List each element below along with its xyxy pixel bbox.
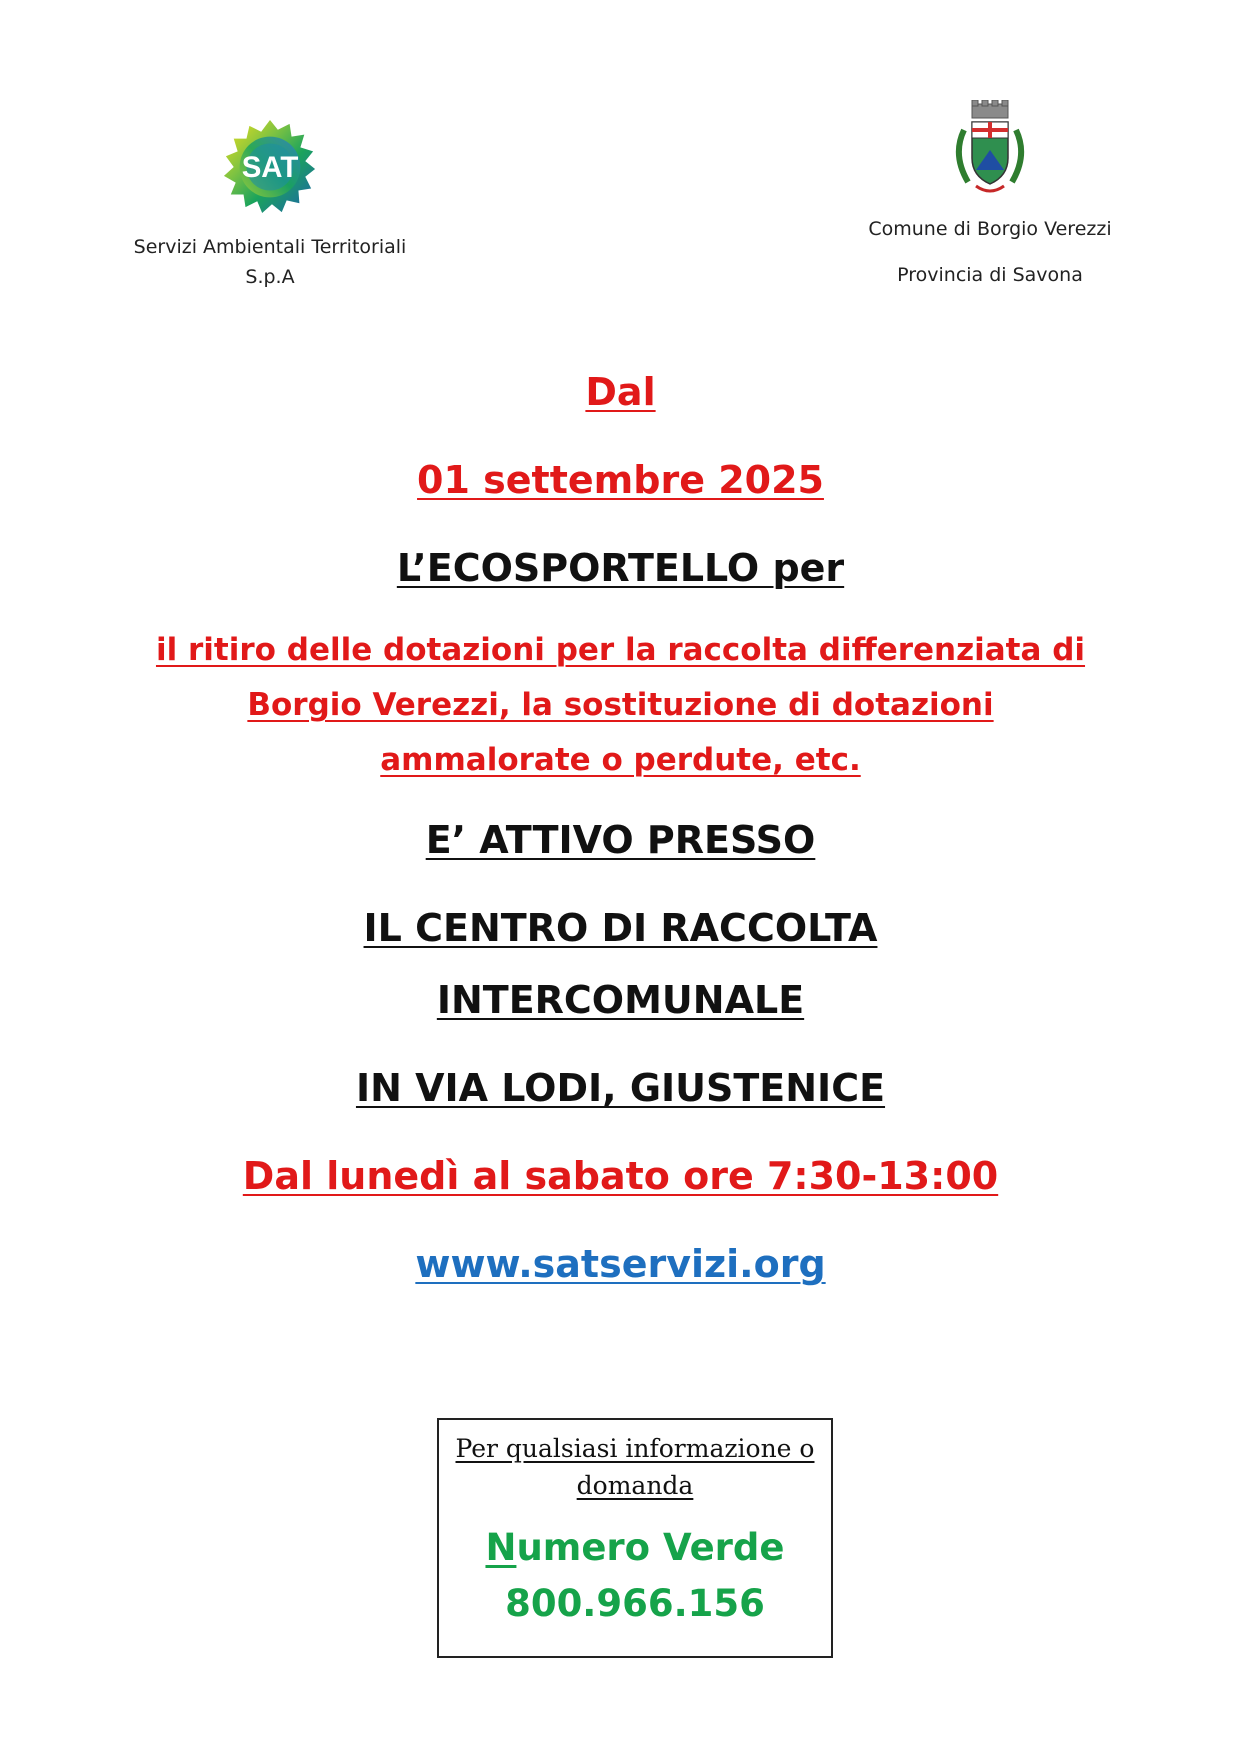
website-link[interactable]: www.satservizi.org xyxy=(415,1242,826,1286)
toll-free-label xyxy=(439,1520,831,1576)
notice-center-line2: INTERCOMUNALE xyxy=(436,978,805,1022)
notice-purpose-line3: ammalorate o perdute, etc. xyxy=(380,742,861,778)
notice-center-line1: IL CENTRO DI RACCOLTA xyxy=(363,906,878,950)
notice-active-at: E’ ATTIVO PRESSO xyxy=(425,818,816,862)
notice-purpose-line1: il ritiro delle dotazioni per la raccolta differenziata di xyxy=(155,632,1086,668)
info-text-line2: domanda xyxy=(576,1471,694,1500)
notice-service: L’ECOSPORTELLO per xyxy=(396,546,845,590)
sat-logo-icon xyxy=(221,118,319,216)
info-text xyxy=(439,1430,831,1504)
municipal-crest-icon xyxy=(950,100,1030,200)
toll-free-number[interactable]: 800.966.156 xyxy=(505,1582,765,1625)
municipality-header xyxy=(840,100,1140,288)
company-name xyxy=(110,232,430,292)
toll-free-label-initial: N xyxy=(485,1526,517,1569)
company-name-line1: Servizi Ambientali Territoriali xyxy=(133,236,407,258)
notice-date: 01 settembre 2025 xyxy=(417,458,824,502)
sat-logo-text: SAT xyxy=(241,150,299,184)
toll-free-label-rest: umero Verde xyxy=(516,1526,785,1569)
municipality-name: Comune di Borgio Verezzi xyxy=(868,218,1112,240)
company-name-line2: S.p.A xyxy=(245,266,295,288)
notice-from: Dal xyxy=(585,370,656,414)
province-name: Provincia di Savona xyxy=(897,264,1083,286)
notice-purpose-line2: Borgio Verezzi, la sostituzione di dotazioni xyxy=(247,687,994,723)
notice-address: IN VIA LODI, GIUSTENICE xyxy=(355,1066,886,1110)
notice-hours: Dal lunedì al sabato ore 7:30-13:00 xyxy=(242,1154,999,1198)
sat-header xyxy=(110,118,430,292)
info-text-line1: Per qualsiasi informazione o xyxy=(455,1434,815,1463)
info-box xyxy=(437,1418,833,1658)
